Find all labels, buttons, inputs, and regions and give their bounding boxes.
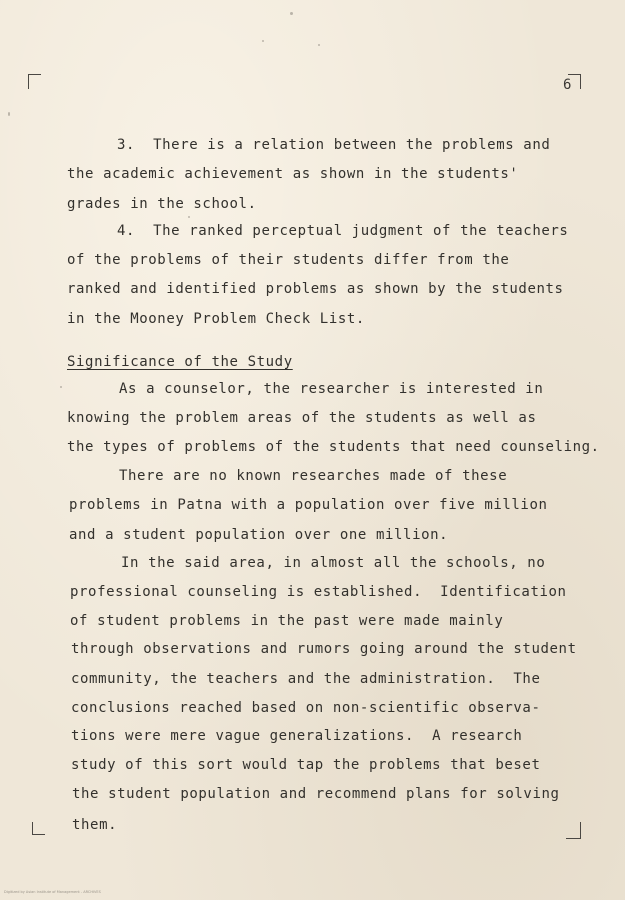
footer-note: Digitized by Asian Institute of Management - ARCHIVES xyxy=(4,890,101,894)
text-line: 3. There is a relation between the problems and xyxy=(117,137,551,153)
text-line: knowing the problem areas of the students as well as xyxy=(67,410,537,426)
text-line: conclusions reached based on non-scientific observa- xyxy=(71,700,541,716)
crop-mark-top-left xyxy=(28,74,41,89)
text-line: As a counselor, the researcher is interested in xyxy=(119,381,544,397)
paper-speck xyxy=(318,44,320,46)
paper-speck xyxy=(290,12,293,15)
text-line: study of this sort would tap the problems that beset xyxy=(71,757,541,773)
text-line: in the Mooney Problem Check List. xyxy=(67,311,365,327)
text-line: of the problems of their students differ from the xyxy=(67,252,510,268)
text-line: of student problems in the past were made mainly xyxy=(70,613,504,629)
paper-speck xyxy=(8,112,10,116)
paper-speck xyxy=(188,216,190,218)
text-line: 4. The ranked perceptual judgment of the teachers xyxy=(117,223,569,239)
text-line: community, the teachers and the administration. The xyxy=(71,671,541,687)
crop-mark-bottom-right xyxy=(566,822,581,839)
crop-mark-bottom-left xyxy=(32,822,45,835)
paper-speck xyxy=(60,386,62,388)
text-line: grades in the school. xyxy=(67,196,257,212)
text-line: the types of problems of the students that need counseling. xyxy=(67,439,600,455)
text-line: them. xyxy=(72,817,118,833)
text-line: and a student population over one million. xyxy=(69,527,449,543)
text-line: professional counseling is established. Identification xyxy=(70,584,567,600)
text-line: the academic achievement as shown in the students' xyxy=(67,166,519,182)
section-heading: Significance of the Study xyxy=(67,354,293,370)
text-line: There are no known researches made of these xyxy=(119,468,508,484)
text-line: tions were mere vague generalizations. A research xyxy=(71,728,523,744)
text-line: problems in Patna with a population over five million xyxy=(69,497,548,513)
paper-speck xyxy=(262,40,264,42)
page-number: 6 xyxy=(563,77,572,93)
text-line: the student population and recommend plans for solving xyxy=(72,786,560,802)
text-line: through observations and rumors going around the student xyxy=(71,641,577,657)
text-line: In the said area, in almost all the schools, no xyxy=(121,555,546,571)
text-line: ranked and identified problems as shown by the students xyxy=(67,281,564,297)
